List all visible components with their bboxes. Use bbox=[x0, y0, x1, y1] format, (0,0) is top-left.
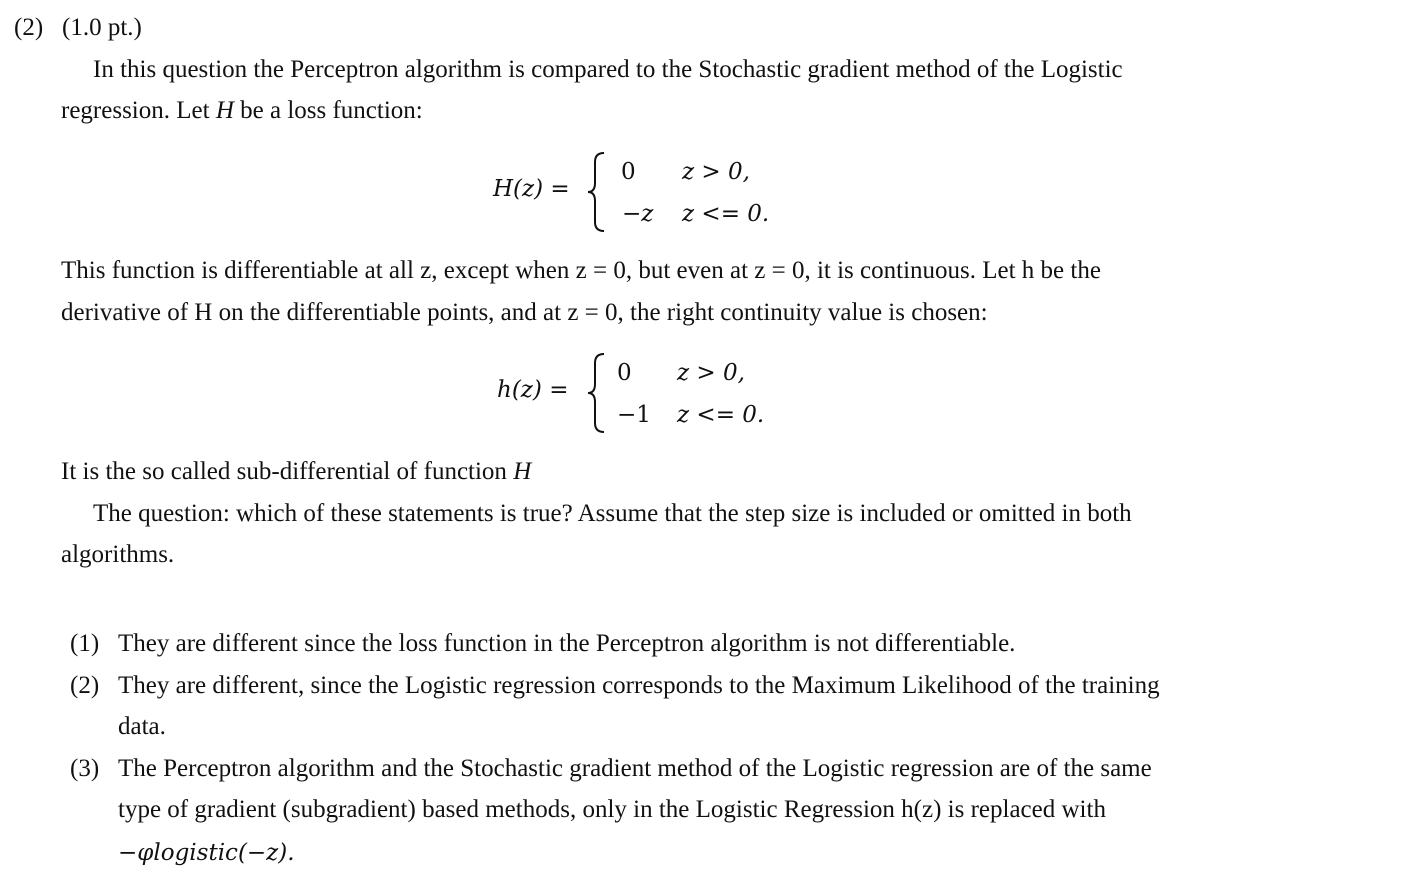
subdiff-text: It is the so called sub-differential of function bbox=[61, 458, 514, 485]
h-lhs: h(z) = bbox=[497, 377, 569, 403]
option-3-text-line-1: The Perceptron algorithm and the Stochastic gradient method of the Logistic regression are of the same bbox=[118, 755, 1152, 782]
h-case2-value: −1 bbox=[617, 402, 651, 428]
continuity-line-2: derivative of H on the differentiable points, and at z = 0, the right continuity value is chosen: bbox=[61, 299, 988, 326]
continuity-line-1: This function is differentiable at all z, except when z = 0, but even at z = 0, it is continuous. Let h be the bbox=[61, 257, 1101, 284]
H-case1-value: 0 bbox=[621, 159, 636, 185]
h-brace-icon bbox=[586, 351, 608, 435]
intro-line-2 bbox=[61, 97, 423, 125]
option-2-text-line-2: data. bbox=[118, 713, 166, 740]
intro-line-2-post: be a loss function: bbox=[233, 97, 423, 124]
H-case2-value: −z bbox=[622, 201, 654, 227]
h-case1-value: 0 bbox=[617, 360, 632, 386]
option-2-text-line-1: They are different, since the Logistic regression corresponds to the Maximum Likelihood of the training bbox=[118, 672, 1160, 699]
option-3-text-line-3: −φlogistic(−z). bbox=[118, 840, 295, 866]
intro-line-2-pre: regression. Let bbox=[61, 97, 216, 124]
option-1-number: (1) bbox=[70, 630, 100, 657]
question-line-1: The question: which of these statements is true? Assume that the step size is included or omitted in both bbox=[93, 500, 1132, 527]
option-1-text: They are different since the loss function in the Perceptron algorithm is not differentiable. bbox=[118, 630, 1016, 657]
question-points: (1.0 pt.) bbox=[62, 14, 142, 41]
H-case2-cond: z <= 0. bbox=[682, 201, 770, 227]
intro-line-1: In this question the Perceptron algorithm is compared to the Stochastic gradient method of the Logistic bbox=[93, 56, 1123, 83]
subdiff-var-H: H bbox=[513, 458, 532, 485]
h-case2-cond: z <= 0. bbox=[677, 402, 765, 428]
H-lhs: H(z) = bbox=[493, 176, 570, 202]
option-3-number: (3) bbox=[70, 755, 100, 782]
subdiff-line bbox=[61, 458, 531, 486]
H-case1-cond: z > 0, bbox=[682, 159, 750, 185]
H-brace-icon bbox=[586, 150, 608, 234]
question-number: (2) bbox=[14, 14, 44, 41]
question-line-2: algorithms. bbox=[61, 541, 175, 568]
option-3-text-line-2: type of gradient (subgradient) based methods, only in the Logistic Regression h(z) is replaced with bbox=[118, 796, 1106, 823]
h-case1-cond: z > 0, bbox=[677, 360, 745, 386]
option-2-number: (2) bbox=[70, 672, 100, 699]
intro-var-H: H bbox=[215, 97, 234, 124]
